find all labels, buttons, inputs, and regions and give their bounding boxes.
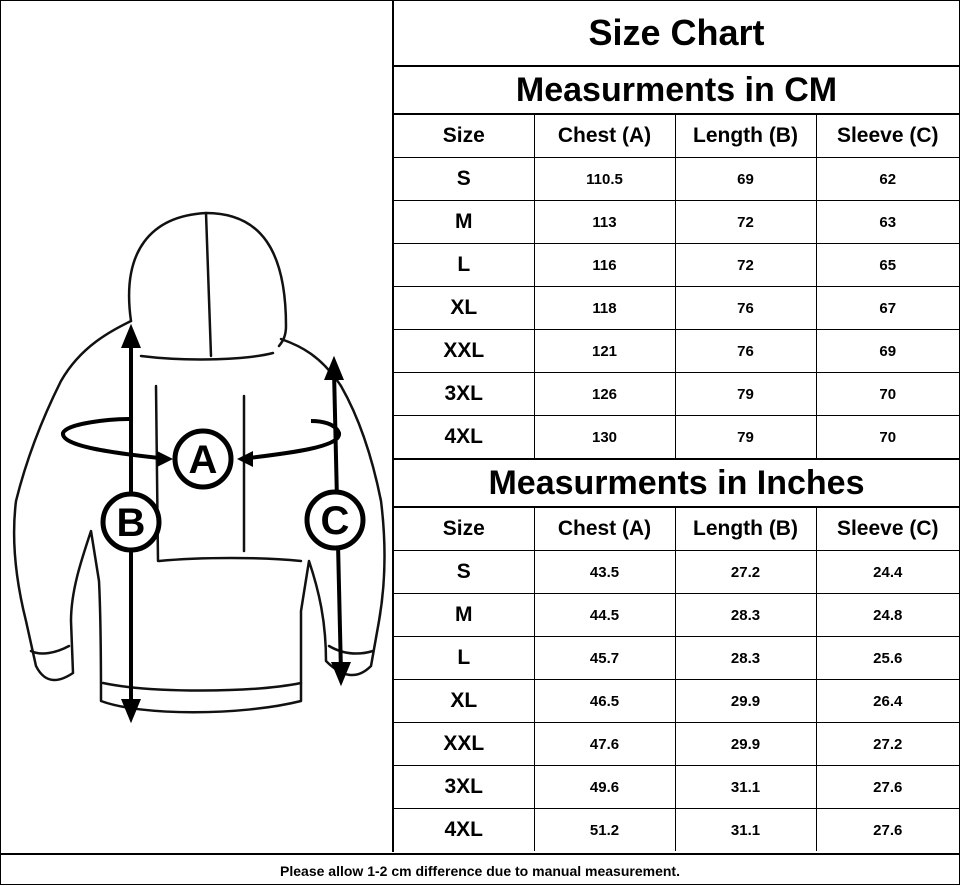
length-arrow-head-bottom xyxy=(124,701,138,718)
column-header: Chest (A) xyxy=(534,115,675,158)
inches-section-title: Measurments in Inches xyxy=(394,458,959,508)
table-row xyxy=(394,766,959,809)
chest-arrow-left xyxy=(63,419,169,459)
column-header: Size xyxy=(394,508,534,551)
length-cell: 29.9 xyxy=(675,680,816,723)
sleeve-cell: 27.6 xyxy=(816,766,959,809)
table-row xyxy=(394,637,959,680)
table-row xyxy=(394,373,959,416)
size-cell: M xyxy=(394,201,534,244)
chest-cell: 49.6 xyxy=(534,766,675,809)
size-cell: 3XL xyxy=(394,766,534,809)
footer-note: Please allow 1-2 cm difference due to manual measurement. xyxy=(1,853,959,886)
column-header: Size xyxy=(394,115,534,158)
length-arrow-head-top xyxy=(124,329,138,346)
label-a-marker xyxy=(175,431,231,487)
chest-arrow-right xyxy=(241,421,339,459)
sleeve-cell: 69 xyxy=(816,330,959,373)
sleeve-cell: 65 xyxy=(816,244,959,287)
chest-cell: 51.2 xyxy=(534,809,675,852)
chest-cell: 126 xyxy=(534,373,675,416)
table-row xyxy=(394,680,959,723)
hood-inner xyxy=(206,213,211,356)
hoodie-illustration xyxy=(1,1,394,852)
cm-header-row xyxy=(394,115,959,158)
chest-cell: 118 xyxy=(534,287,675,330)
length-cell: 69 xyxy=(675,158,816,201)
chest-cell: 43.5 xyxy=(534,551,675,594)
size-cell: 4XL xyxy=(394,809,534,852)
column-header: Sleeve (C) xyxy=(816,508,959,551)
cm-section-title: Measurments in CM xyxy=(394,67,959,115)
length-cell: 76 xyxy=(675,330,816,373)
sleeve-cell: 70 xyxy=(816,373,959,416)
chest-cell: 110.5 xyxy=(534,158,675,201)
table-row xyxy=(394,201,959,244)
table-row xyxy=(394,244,959,287)
size-cell: 4XL xyxy=(394,416,534,459)
length-cell: 31.1 xyxy=(675,766,816,809)
length-cell: 27.2 xyxy=(675,551,816,594)
sleeve-cell: 62 xyxy=(816,158,959,201)
size-cell: XXL xyxy=(394,723,534,766)
sleeve-arrow-head-top xyxy=(327,361,341,378)
column-header: Length (B) xyxy=(675,115,816,158)
size-cell: M xyxy=(394,594,534,637)
sleeve-cell: 24.8 xyxy=(816,594,959,637)
chest-cell: 130 xyxy=(534,416,675,459)
sleeve-cell: 25.6 xyxy=(816,637,959,680)
label-c-marker xyxy=(307,492,363,548)
table-row xyxy=(394,416,959,459)
size-cell: S xyxy=(394,551,534,594)
column-header: Length (B) xyxy=(675,508,816,551)
sleeve-cell: 27.6 xyxy=(816,809,959,852)
sleeve-arrow-head-bottom xyxy=(334,664,348,681)
sleeve-cell: 67 xyxy=(816,287,959,330)
table-row xyxy=(394,287,959,330)
left-cuff xyxy=(31,646,69,653)
chest-cell: 47.6 xyxy=(534,723,675,766)
chest-cell: 121 xyxy=(534,330,675,373)
length-cell: 79 xyxy=(675,416,816,459)
chest-cell: 44.5 xyxy=(534,594,675,637)
inches-table xyxy=(394,508,959,851)
chest-cell: 45.7 xyxy=(534,637,675,680)
hood-base xyxy=(141,353,273,359)
size-cell: XL xyxy=(394,680,534,723)
size-cell: 3XL xyxy=(394,373,534,416)
length-cell: 72 xyxy=(675,201,816,244)
sleeve-cell: 27.2 xyxy=(816,723,959,766)
table-row xyxy=(394,158,959,201)
size-cell: L xyxy=(394,244,534,287)
pocket-outline xyxy=(159,558,301,561)
table-row xyxy=(394,330,959,373)
label-b: B xyxy=(116,501,146,545)
hoodie-sketch xyxy=(1,1,392,852)
table-row xyxy=(394,551,959,594)
length-cell: 28.3 xyxy=(675,594,816,637)
length-cell: 28.3 xyxy=(675,637,816,680)
length-cell: 31.1 xyxy=(675,809,816,852)
chest-cell: 113 xyxy=(534,201,675,244)
size-cell: L xyxy=(394,637,534,680)
chest-arrow-head-left xyxy=(157,451,173,467)
cm-table xyxy=(394,115,959,458)
right-cuff xyxy=(329,646,373,653)
sleeve-cell: 70 xyxy=(816,416,959,459)
length-cell: 76 xyxy=(675,287,816,330)
sleeve-cell: 26.4 xyxy=(816,680,959,723)
sleeve-cell: 24.4 xyxy=(816,551,959,594)
size-cell: XL xyxy=(394,287,534,330)
label-b-marker xyxy=(103,494,159,550)
sleeve-cell: 63 xyxy=(816,201,959,244)
length-cell: 29.9 xyxy=(675,723,816,766)
label-a: A xyxy=(188,438,218,482)
length-cell: 79 xyxy=(675,373,816,416)
chest-cell: 116 xyxy=(534,244,675,287)
size-chart-panel xyxy=(394,1,959,852)
size-cell: XXL xyxy=(394,330,534,373)
label-c: C xyxy=(320,499,350,543)
length-cell: 72 xyxy=(675,244,816,287)
column-header: Chest (A) xyxy=(534,508,675,551)
inches-header-row xyxy=(394,508,959,551)
page-title: Size Chart xyxy=(394,1,959,67)
table-row xyxy=(394,809,959,852)
size-cell: S xyxy=(394,158,534,201)
chest-cell: 46.5 xyxy=(534,680,675,723)
table-row xyxy=(394,594,959,637)
column-header: Sleeve (C) xyxy=(816,115,959,158)
table-row xyxy=(394,723,959,766)
